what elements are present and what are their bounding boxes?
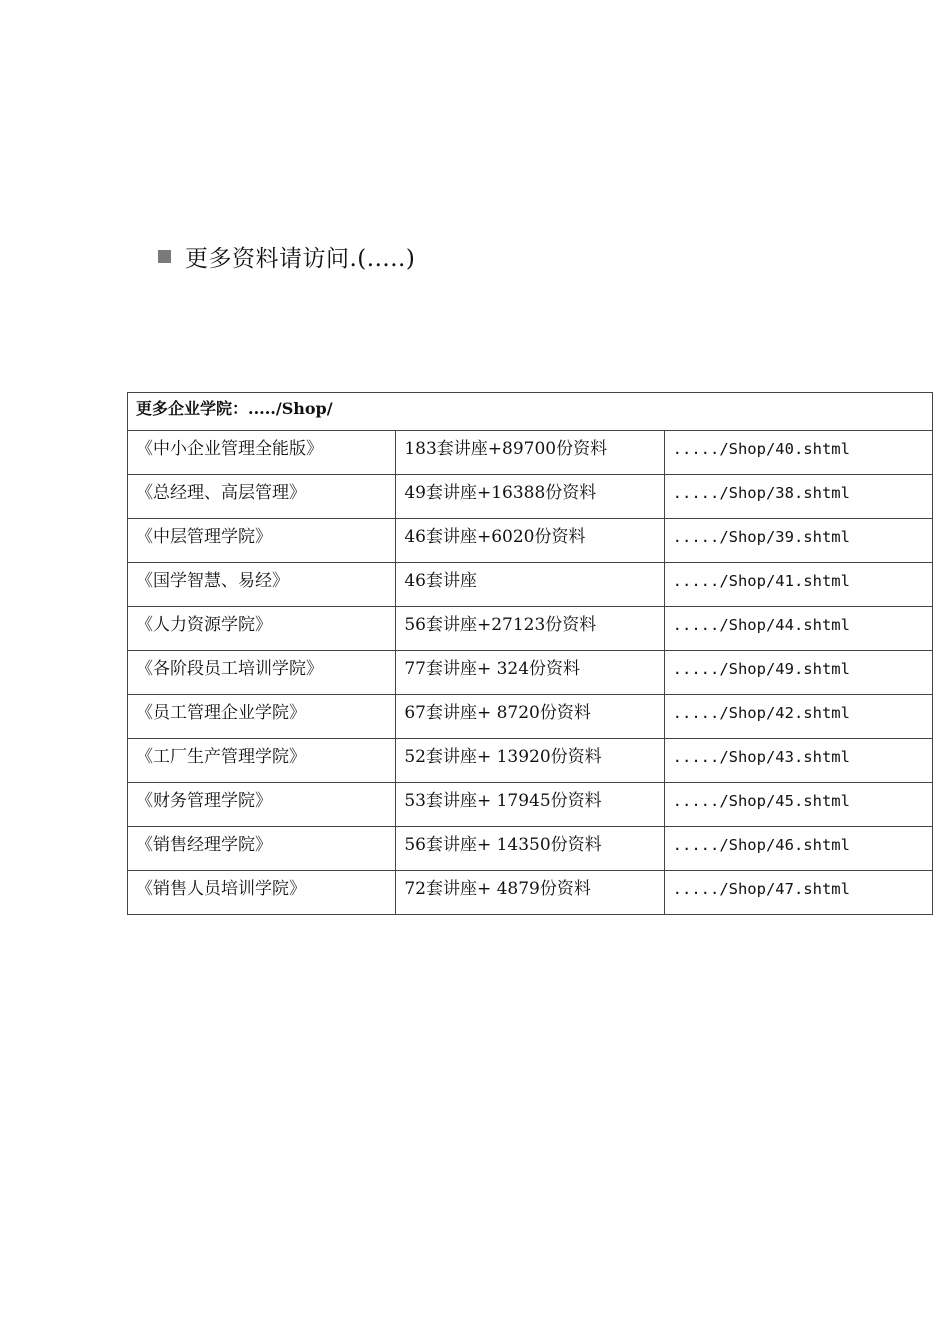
- table-row: [128, 871, 933, 915]
- shop-url-cell: [664, 783, 932, 827]
- academy-name-cell: [128, 739, 396, 783]
- table-row: [128, 475, 933, 519]
- academy-name-cell-text: 《财务管理学院》: [136, 791, 272, 811]
- academy-name-cell: [128, 475, 396, 519]
- shop-url-cell: [664, 431, 932, 475]
- shop-url-cell: [664, 475, 932, 519]
- lecture-count-cell: [396, 607, 664, 651]
- lecture-count-cell-text: 67套讲座+ 8720份资料: [404, 703, 591, 723]
- lecture-count-cell-text: 183套讲座+89700份资料: [404, 439, 608, 459]
- lecture-count-cell: [396, 475, 664, 519]
- table-row: [128, 783, 933, 827]
- shop-url-cell-text: ...../Shop/47.shtml: [672, 880, 850, 898]
- table-header-row: [128, 393, 933, 431]
- table-header-cell: 更多企业学院：...../Shop/: [128, 393, 933, 431]
- lecture-count-cell: [396, 827, 664, 871]
- shop-url-cell-text: ...../Shop/38.shtml: [672, 484, 850, 502]
- shop-url-cell-text: ...../Shop/43.shtml: [672, 748, 850, 766]
- square-bullet-icon: [158, 250, 171, 263]
- shop-url-cell-text: ...../Shop/49.shtml: [672, 660, 850, 678]
- academy-name-cell: [128, 519, 396, 563]
- table-row: [128, 695, 933, 739]
- lecture-count-cell-text: 56套讲座+27123份资料: [404, 615, 597, 635]
- shop-url-cell: [664, 651, 932, 695]
- lecture-count-cell: [396, 783, 664, 827]
- academy-name-cell: [128, 783, 396, 827]
- shop-url-cell-text: ...../Shop/46.shtml: [672, 836, 850, 854]
- table-row: [128, 607, 933, 651]
- academy-name-cell-text: 《销售人员培训学院》: [136, 879, 306, 899]
- academy-name-cell-text: 《工厂生产管理学院》: [136, 747, 306, 767]
- academy-name-cell-text: 《中小企业管理全能版》: [136, 439, 323, 459]
- lecture-count-cell: [396, 651, 664, 695]
- lecture-count-cell-text: 56套讲座+ 14350份资料: [404, 835, 602, 855]
- academy-name-cell: [128, 651, 396, 695]
- academy-name-cell-text: 《中层管理学院》: [136, 527, 272, 547]
- table-row: [128, 827, 933, 871]
- academy-name-cell: [128, 431, 396, 475]
- academy-table: [127, 392, 933, 915]
- lecture-count-cell: [396, 519, 664, 563]
- academy-name-cell: [128, 827, 396, 871]
- academy-name-cell: [128, 563, 396, 607]
- lecture-count-cell-text: 46套讲座+6020份资料: [404, 527, 586, 547]
- shop-url-cell: [664, 871, 932, 915]
- academy-name-cell: [128, 695, 396, 739]
- shop-url-cell-text: ...../Shop/40.shtml: [672, 440, 850, 458]
- more-resources-note: [158, 238, 415, 274]
- shop-url-cell: [664, 519, 932, 563]
- lecture-count-cell: [396, 563, 664, 607]
- lecture-count-cell-text: 72套讲座+ 4879份资料: [404, 879, 591, 899]
- academy-name-cell-text: 《国学智慧、易经》: [136, 571, 289, 591]
- shop-url-cell: [664, 827, 932, 871]
- shop-url-cell-text: ...../Shop/41.shtml: [672, 572, 850, 590]
- table-row: [128, 431, 933, 475]
- table-row: [128, 519, 933, 563]
- shop-url-cell-text: ...../Shop/39.shtml: [672, 528, 850, 546]
- table-row: [128, 739, 933, 783]
- lecture-count-cell: [396, 871, 664, 915]
- academy-name-cell-text: 《销售经理学院》: [136, 835, 272, 855]
- shop-url-cell-text: ...../Shop/45.shtml: [672, 792, 850, 810]
- academy-name-cell: [128, 607, 396, 651]
- lecture-count-cell-text: 53套讲座+ 17945份资料: [404, 791, 602, 811]
- academy-name-cell-text: 《人力资源学院》: [136, 615, 272, 635]
- academy-name-cell-text: 《各阶段员工培训学院》: [136, 659, 323, 679]
- table-row: [128, 651, 933, 695]
- table-row: [128, 563, 933, 607]
- academy-name-cell-text: 《总经理、高层管理》: [136, 483, 306, 503]
- shop-url-cell-text: ...../Shop/44.shtml: [672, 616, 850, 634]
- lecture-count-cell-text: 52套讲座+ 13920份资料: [404, 747, 602, 767]
- lecture-count-cell-text: 49套讲座+16388份资料: [404, 483, 597, 503]
- shop-url-cell: [664, 607, 932, 651]
- lecture-count-cell: [396, 739, 664, 783]
- shop-url-cell: [664, 739, 932, 783]
- shop-url-cell: [664, 563, 932, 607]
- shop-url-cell: [664, 695, 932, 739]
- shop-url-cell-text: ...../Shop/42.shtml: [672, 704, 850, 722]
- lecture-count-cell: [396, 695, 664, 739]
- lecture-count-cell-text: 77套讲座+ 324份资料: [404, 659, 581, 679]
- lecture-count-cell-text: 46套讲座: [404, 571, 477, 591]
- lecture-count-cell: [396, 431, 664, 475]
- more-resources-text: 更多资料请访问.(.....): [185, 245, 416, 272]
- academy-name-cell-text: 《员工管理企业学院》: [136, 703, 306, 723]
- academy-name-cell: [128, 871, 396, 915]
